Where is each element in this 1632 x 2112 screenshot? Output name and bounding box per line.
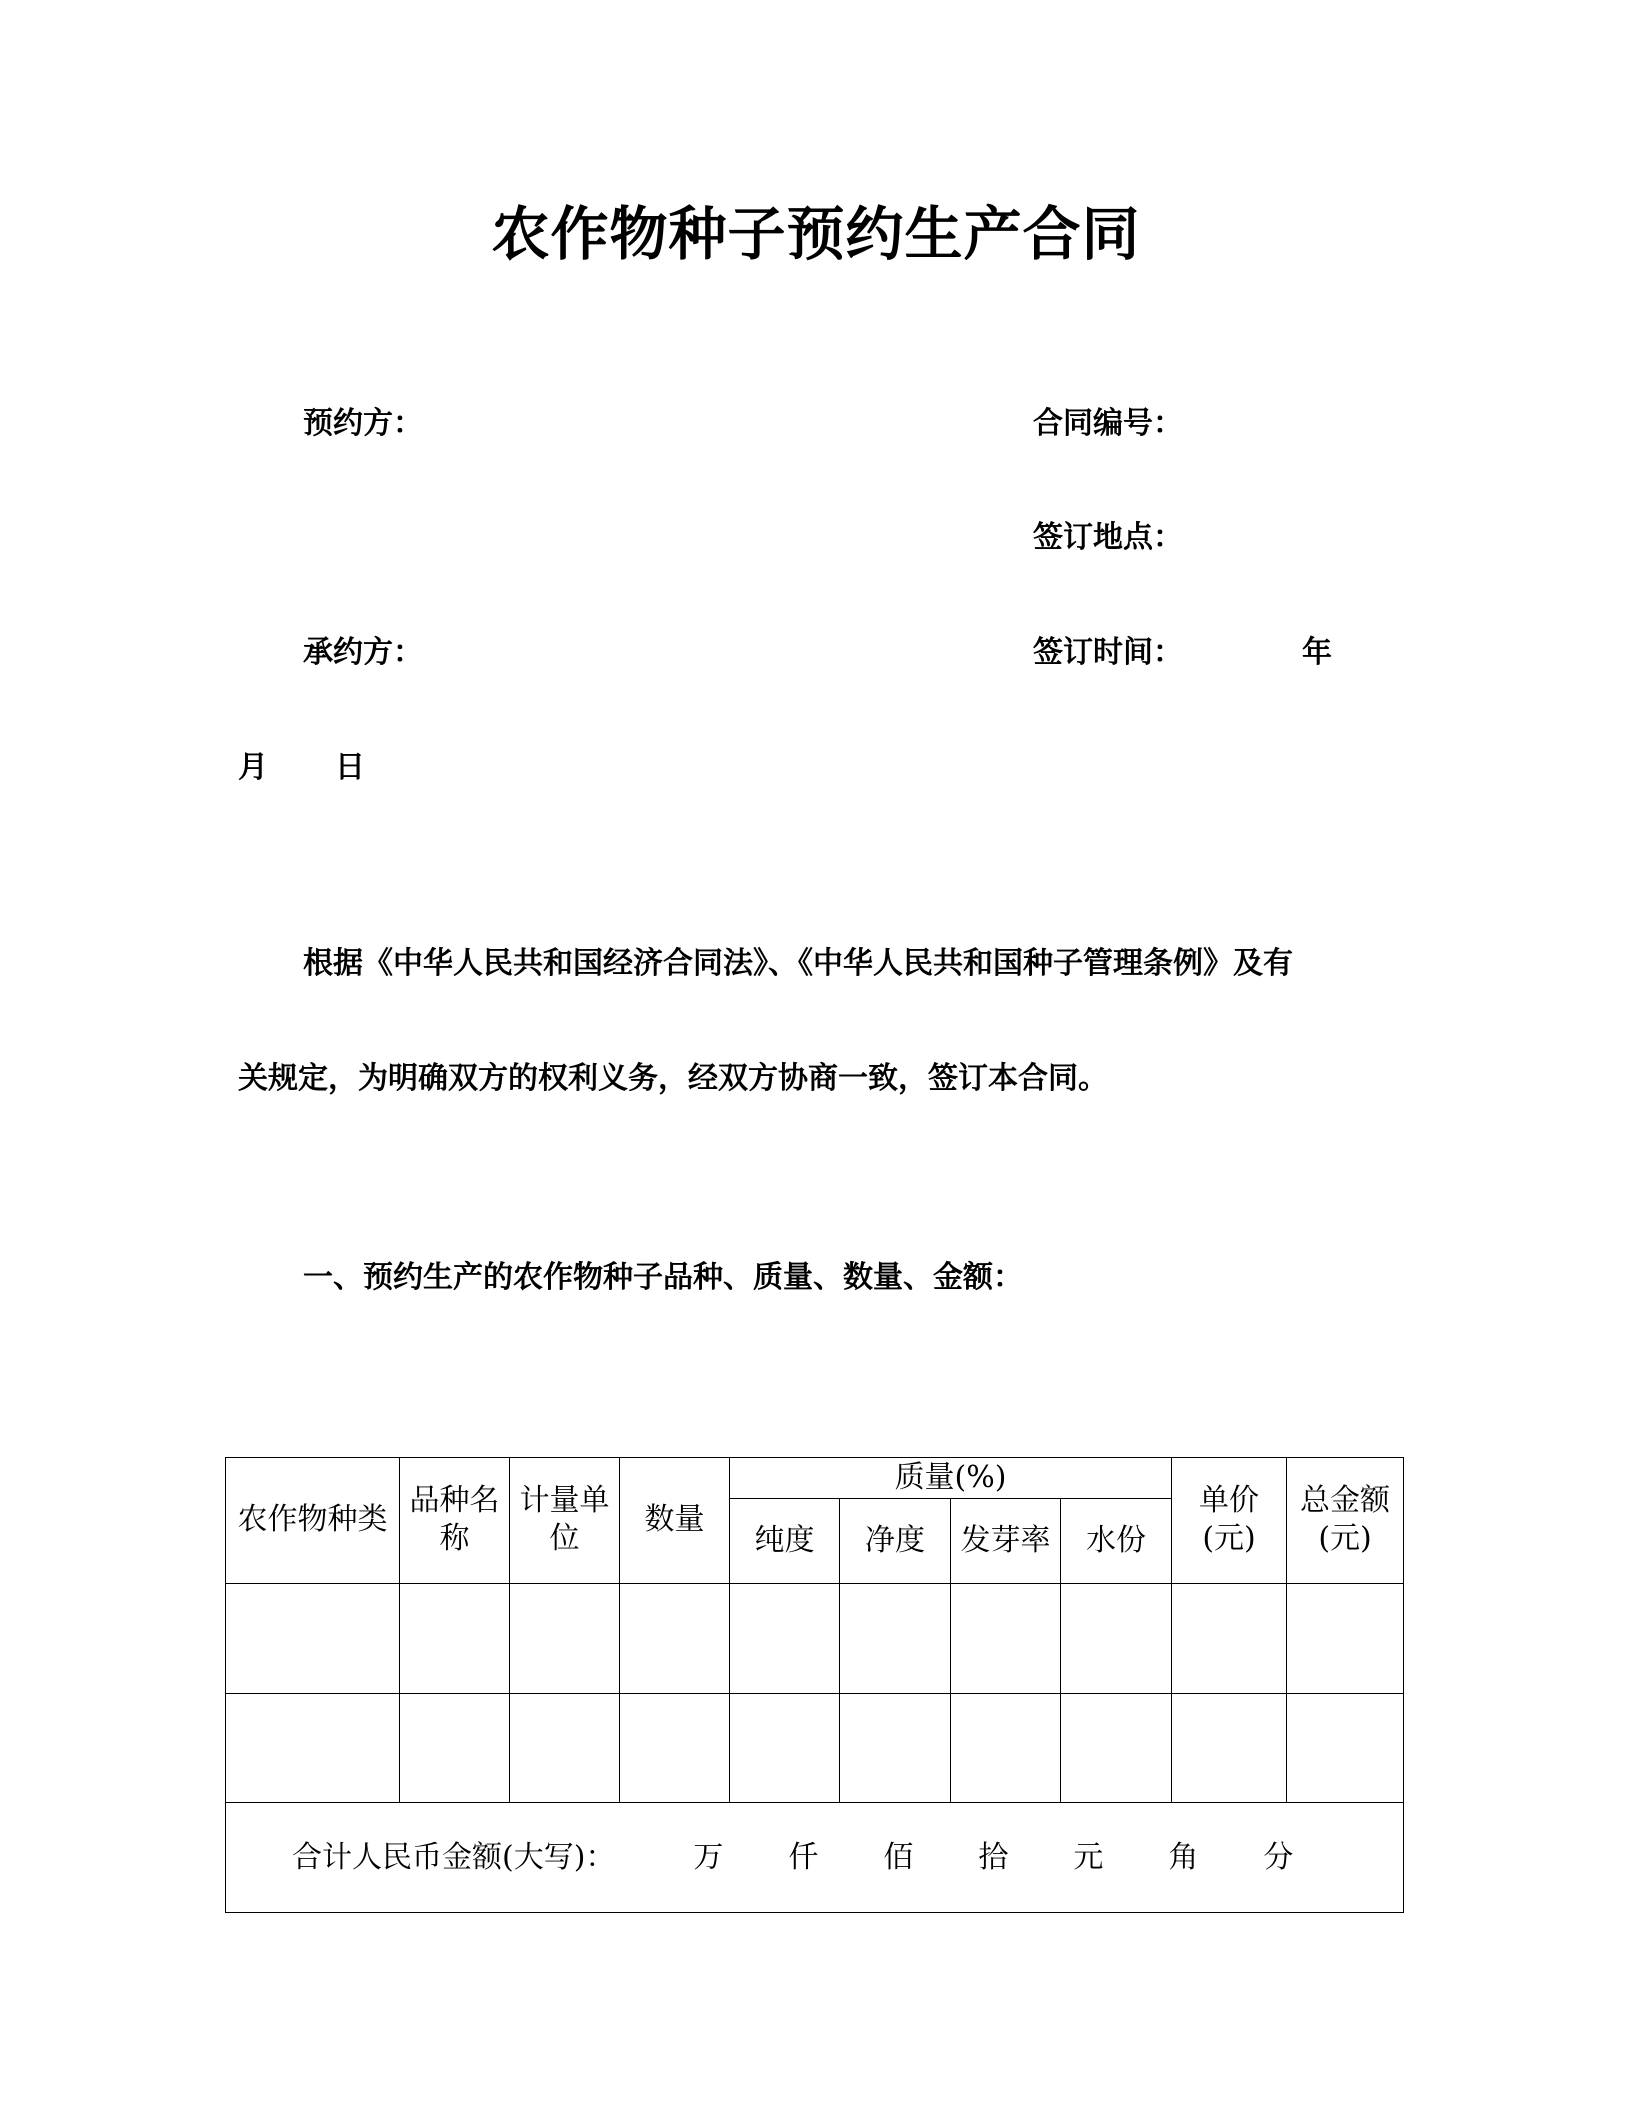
total-amount-label: 合计人民币金额(大写)：: [292, 1839, 616, 1875]
table-cell[interactable]: [510, 1583, 620, 1693]
table-cell[interactable]: [226, 1583, 400, 1693]
table-cell[interactable]: [620, 1693, 730, 1803]
sign-place-label: 签订地点：: [1033, 520, 1183, 555]
table-cell[interactable]: [510, 1693, 620, 1803]
table-cell[interactable]: [951, 1583, 1061, 1693]
table-cell[interactable]: [1061, 1693, 1172, 1803]
table-cell[interactable]: [1287, 1583, 1404, 1693]
party-a-label: 预约方：: [303, 406, 423, 441]
header-purity: 纯度: [730, 1499, 840, 1584]
table-cell[interactable]: [951, 1693, 1061, 1803]
table-cell[interactable]: [400, 1693, 510, 1803]
header-total-amount: 总金额(元): [1287, 1458, 1404, 1584]
table-row: [226, 1693, 1404, 1803]
table-cell[interactable]: [620, 1583, 730, 1693]
table-cell[interactable]: [840, 1693, 951, 1803]
table-cell[interactable]: [1287, 1693, 1404, 1803]
total-amount-units: [693, 1839, 1358, 1877]
sign-time-label: 签订时间：: [1033, 635, 1183, 670]
unit-shi: 拾: [978, 1839, 1009, 1875]
intro-line-1: 根据《中华人民共和国经济合同法》、《中华人民共和国种子管理条例》及有: [303, 946, 1293, 981]
table-cell[interactable]: [730, 1583, 840, 1693]
unit-bai: 佰: [883, 1839, 914, 1875]
intro-line-2: 关规定，为明确双方的权利义务，经双方协商一致，签订本合同。: [238, 1061, 1108, 1096]
table-cell[interactable]: [400, 1583, 510, 1693]
unit-fen: 分: [1263, 1839, 1294, 1875]
table-total-row: [226, 1803, 1404, 1913]
unit-qian: 仟: [788, 1839, 819, 1875]
seed-table-wrapper: [225, 1457, 1403, 1913]
header-quantity: 数量: [620, 1458, 730, 1584]
unit-wan: 万: [693, 1839, 724, 1875]
seed-table: [225, 1457, 1404, 1913]
table-cell[interactable]: [1172, 1583, 1287, 1693]
party-b-label: 承约方：: [303, 635, 423, 670]
table-cell[interactable]: [226, 1693, 400, 1803]
table-cell[interactable]: [730, 1693, 840, 1803]
table-cell[interactable]: [840, 1583, 951, 1693]
day-label: 日: [335, 750, 365, 785]
header-unit-price: 单价(元): [1172, 1458, 1287, 1584]
table-cell[interactable]: [1172, 1693, 1287, 1803]
unit-jiao: 角: [1168, 1839, 1199, 1875]
header-variety-name: 品种名称: [400, 1458, 510, 1584]
table-row: [226, 1583, 1404, 1693]
header-moisture: 水份: [1061, 1499, 1172, 1584]
header-germination: 发芽率: [951, 1499, 1061, 1584]
unit-yuan: 元: [1073, 1839, 1104, 1875]
header-unit: 计量单位: [510, 1458, 620, 1584]
section-1-heading: 一、预约生产的农作物种子品种、质量、数量、金额：: [303, 1260, 1023, 1295]
year-label: 年: [1302, 635, 1332, 670]
table-cell[interactable]: [1061, 1583, 1172, 1693]
total-amount-line: [230, 1839, 1399, 1877]
header-crop-type: 农作物种类: [226, 1458, 400, 1584]
contract-number-label: 合同编号：: [1033, 406, 1183, 441]
header-quality: 质量(%): [730, 1458, 1172, 1499]
total-amount-cell: [226, 1803, 1404, 1913]
table-header-row-1: [226, 1458, 1404, 1499]
header-cleanliness: 净度: [840, 1499, 951, 1584]
month-label: 月: [238, 750, 268, 785]
document-title: 农作物种子预约生产合同: [491, 200, 1141, 268]
